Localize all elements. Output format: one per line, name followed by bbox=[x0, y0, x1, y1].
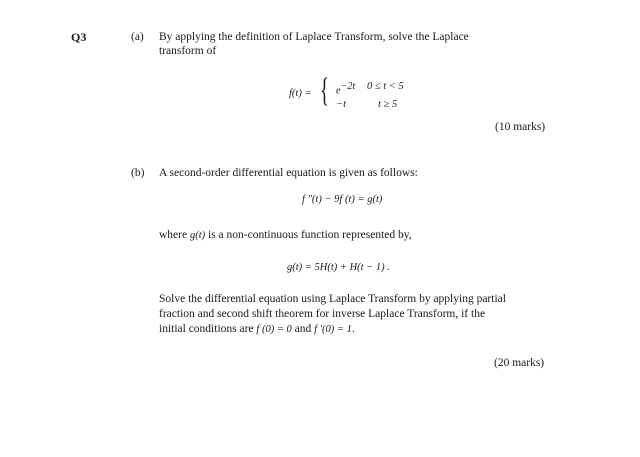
sentence-end: . bbox=[351, 323, 355, 335]
part-b-label: (b) bbox=[131, 167, 145, 179]
part-a-text-line2: transform of bbox=[159, 45, 217, 57]
function-lhs: f(t) = bbox=[289, 88, 312, 99]
question-number: Q3 bbox=[71, 30, 87, 44]
solve-line3-prefix: initial conditions are bbox=[159, 323, 254, 335]
left-brace: { bbox=[320, 72, 329, 109]
and-word: and bbox=[294, 323, 312, 335]
where-suffix: is a non-continuous function represented by, bbox=[208, 229, 412, 241]
part-b-marks: (20 marks) bbox=[494, 357, 545, 369]
where-math: g(t) bbox=[189, 230, 206, 241]
piecewise-function bbox=[289, 72, 429, 116]
case1-condition: 0 ≤ t < 5 bbox=[367, 81, 404, 92]
initial-condition-1: f (0) = 0 bbox=[256, 324, 292, 335]
case1-exponent: −2t bbox=[340, 81, 356, 92]
part-b-intro: A second-order differential equation is given as follows: bbox=[159, 167, 418, 179]
part-a-label: (a) bbox=[131, 31, 144, 43]
differential-equation: f ″(t) − 9f (t) = g(t) bbox=[302, 194, 383, 205]
case2-expression: −t bbox=[336, 99, 347, 110]
case1-expression: $e^{-2t}$ bbox=[336, 81, 356, 97]
solve-line3 bbox=[159, 322, 355, 337]
g-definition: g(t) = 5H(t) + H(t − 1) . bbox=[287, 262, 390, 273]
part-a-marks: (10 marks) bbox=[495, 121, 546, 133]
initial-condition-2: f ′(0) = 1 bbox=[314, 324, 352, 335]
where-prefix: where bbox=[159, 229, 188, 241]
solve-line1: Solve the differential equation using Laplace Transform by applying partial bbox=[159, 293, 506, 305]
part-a-text-line1: By applying the definition of Laplace Transform, solve the Laplace bbox=[159, 31, 469, 43]
case2-condition: t ≥ 5 bbox=[378, 99, 398, 110]
solve-line2: fraction and second shift theorem for inverse Laplace Transform, if the bbox=[159, 308, 486, 320]
where-line bbox=[159, 228, 412, 243]
